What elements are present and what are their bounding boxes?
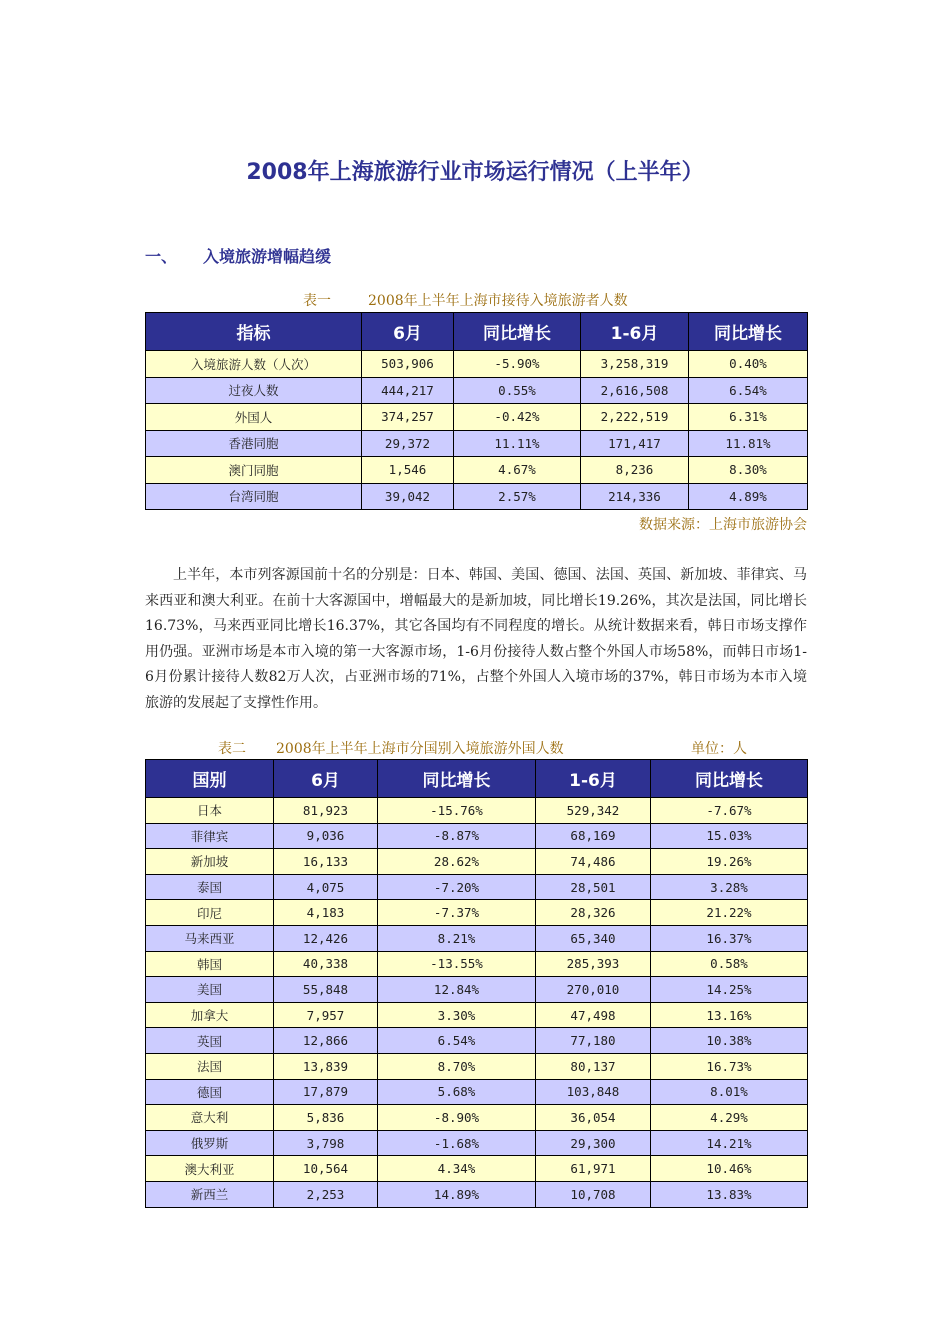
table2-cell: 3.28% <box>651 874 808 900</box>
table1-header-cell: 指标 <box>146 313 362 351</box>
table2-cell: 12,426 <box>274 925 378 951</box>
table1-cell: 11.11% <box>454 430 581 457</box>
table2-row <box>146 849 808 875</box>
table2-cell: 4,183 <box>274 900 378 926</box>
table1-row <box>146 351 808 378</box>
table2-cell: 29,300 <box>536 1130 651 1156</box>
table2-cell: 10.46% <box>651 1156 808 1182</box>
table1-cell: 8,236 <box>581 457 689 484</box>
table2-cell: 65,340 <box>536 925 651 951</box>
table2-cell: 68,169 <box>536 823 651 849</box>
table2-cell: -8.90% <box>378 1105 536 1131</box>
table1-cell: 外国人 <box>146 404 362 431</box>
table1-cell: 6.54% <box>689 377 808 404</box>
table1-header-cell: 1-6月 <box>581 313 689 351</box>
table1-cell: 29,372 <box>362 430 454 457</box>
source-note: 数据来源：上海市旅游协会 <box>639 517 807 533</box>
table2-cell: 4,075 <box>274 874 378 900</box>
table2-row <box>146 1002 808 1028</box>
table1-cell: -0.42% <box>454 404 581 431</box>
table2-cell: 英国 <box>146 1028 274 1054</box>
table1-cell: 过夜人数 <box>146 377 362 404</box>
table2-cell: -7.20% <box>378 874 536 900</box>
table2-cell: 3.30% <box>378 1002 536 1028</box>
table2-cell: 8.01% <box>651 1079 808 1105</box>
table2-cell: -13.55% <box>378 951 536 977</box>
table1-row <box>146 404 808 431</box>
table2-cell: 285,393 <box>536 951 651 977</box>
table2-cell: -15.76% <box>378 798 536 824</box>
table1-cell: 1,546 <box>362 457 454 484</box>
table2-row <box>146 1156 808 1182</box>
table2 <box>145 759 808 1208</box>
table2-cell: 6.54% <box>378 1028 536 1054</box>
table2-cell: 17,879 <box>274 1079 378 1105</box>
table2-unit: 单位：人 <box>691 741 747 757</box>
body-paragraph: 上半年，本市列客源国前十名的分别是：日本、韩国、美国、德国、法国、英国、新加坡、菲律宾、马来西亚和澳大利亚。在前十大客源国中，增幅最大的是新加坡，同比增长19.26%，其次是法国，同比增长16.73%，马来西亚同比增长16.37%，其它各国均有不同程度的增长。从统计数据来看，韩日市场支撑作用仍强。亚洲市场是本市入境的第一大客源市场，1-6月份接待人数占整个外国人市场58%，而韩日市场1-6月份累计接待人数82万人次，占亚洲市场的71%，占整个外国人入境市场的37%，韩日市场为本市入境旅游的发展起了支撑性作用。 <box>145 567 807 711</box>
table2-cell: 韩国 <box>146 951 274 977</box>
table2-header-cell: 同比增长 <box>651 760 808 798</box>
table2-cell: 55,848 <box>274 977 378 1003</box>
table2-row <box>146 1079 808 1105</box>
table2-cell: 马来西亚 <box>146 925 274 951</box>
table2-cell: 4.29% <box>651 1105 808 1131</box>
table1-cell: 374,257 <box>362 404 454 431</box>
table1-cell: 台湾同胞 <box>146 483 362 510</box>
table2-cell: -8.87% <box>378 823 536 849</box>
table2-body <box>146 798 808 1208</box>
table2-cell: 529,342 <box>536 798 651 824</box>
table2-cell: 28,501 <box>536 874 651 900</box>
table2-header-row <box>146 760 808 798</box>
table2-header-cell: 1-6月 <box>536 760 651 798</box>
table2-row <box>146 900 808 926</box>
table1-cell: 2.57% <box>454 483 581 510</box>
table2-cell: 28,326 <box>536 900 651 926</box>
table2-cell: 7,957 <box>274 1002 378 1028</box>
table2-cell: 澳大利亚 <box>146 1156 274 1182</box>
table2-cell: 61,971 <box>536 1156 651 1182</box>
table2-cell: 新加坡 <box>146 849 274 875</box>
section-heading <box>145 244 331 267</box>
table2-cell: -7.37% <box>378 900 536 926</box>
table2-row <box>146 1028 808 1054</box>
table2-cell: -1.68% <box>378 1130 536 1156</box>
table1-header-cell: 6月 <box>362 313 454 351</box>
table2-cell: 12,866 <box>274 1028 378 1054</box>
table2-cell: 74,486 <box>536 849 651 875</box>
table2-caption-prefix: 表二 <box>218 741 246 757</box>
table2-cell: 意大利 <box>146 1105 274 1131</box>
table1-cell: 2,616,508 <box>581 377 689 404</box>
table2-row <box>146 951 808 977</box>
table2-row <box>146 925 808 951</box>
table1-header-cell: 同比增长 <box>454 313 581 351</box>
table2-cell: 9,036 <box>274 823 378 849</box>
table2-cell: 12.84% <box>378 977 536 1003</box>
table2-cell: 法国 <box>146 1053 274 1079</box>
table1-caption <box>303 290 628 310</box>
table2-cell: 3,798 <box>274 1130 378 1156</box>
table2-cell: 4.34% <box>378 1156 536 1182</box>
table2-header-cell: 6月 <box>274 760 378 798</box>
section-heading-text: 入境旅游增幅趋缓 <box>203 247 332 266</box>
table2-cell: 77,180 <box>536 1028 651 1054</box>
page-title: 2008年上海旅游行业市场运行情况（上半年） <box>246 160 704 185</box>
table2-cell: 加拿大 <box>146 1002 274 1028</box>
table2-header-cell: 同比增长 <box>378 760 536 798</box>
table2-header-cell: 国别 <box>146 760 274 798</box>
table1-cell: 444,217 <box>362 377 454 404</box>
table2-row <box>146 1053 808 1079</box>
table2-row <box>146 823 808 849</box>
table1-cell: 11.81% <box>689 430 808 457</box>
table1-cell: 0.55% <box>454 377 581 404</box>
table1-row <box>146 483 808 510</box>
table2-caption-text: 2008年上半年上海市分国别入境旅游外国人数 <box>276 741 564 757</box>
table2-cell: 0.58% <box>651 951 808 977</box>
table2-cell: 81,923 <box>274 798 378 824</box>
table2-cell: 80,137 <box>536 1053 651 1079</box>
table2-cell: 菲律宾 <box>146 823 274 849</box>
table2-cell: 8.21% <box>378 925 536 951</box>
table2-cell: 2,253 <box>274 1181 378 1207</box>
table2-cell: 36,054 <box>536 1105 651 1131</box>
table2-cell: 5,836 <box>274 1105 378 1131</box>
table2-cell: 13.16% <box>651 1002 808 1028</box>
table2-cell: 15.03% <box>651 823 808 849</box>
table2-cell: 47,498 <box>536 1002 651 1028</box>
table2-cell: 德国 <box>146 1079 274 1105</box>
table1-cell: 4.89% <box>689 483 808 510</box>
table2-cell: 日本 <box>146 798 274 824</box>
table2-row <box>146 798 808 824</box>
table1-row <box>146 457 808 484</box>
table2-cell: 俄罗斯 <box>146 1130 274 1156</box>
table2-row <box>146 1181 808 1207</box>
table1-cell: -5.90% <box>454 351 581 378</box>
table2-cell: 印尼 <box>146 900 274 926</box>
table1-cell: 0.40% <box>689 351 808 378</box>
table2-cell: 13.83% <box>651 1181 808 1207</box>
table2-row <box>146 874 808 900</box>
table2-row <box>146 977 808 1003</box>
table1-cell: 39,042 <box>362 483 454 510</box>
table2-cell: 19.26% <box>651 849 808 875</box>
table2-cell: 28.62% <box>378 849 536 875</box>
table2-cell: 21.22% <box>651 900 808 926</box>
table1-cell: 4.67% <box>454 457 581 484</box>
table1-cell: 2,222,519 <box>581 404 689 431</box>
table1-row <box>146 430 808 457</box>
table1-cell: 214,336 <box>581 483 689 510</box>
table1-body <box>146 351 808 510</box>
table2-cell: 14.89% <box>378 1181 536 1207</box>
table1-cell: 503,906 <box>362 351 454 378</box>
table2-cell: 103,848 <box>536 1079 651 1105</box>
table2-caption <box>218 738 747 758</box>
table2-row <box>146 1130 808 1156</box>
table2-cell: -7.67% <box>651 798 808 824</box>
table1-cell: 入境旅游人数（人次） <box>146 351 362 378</box>
table2-cell: 美国 <box>146 977 274 1003</box>
table1-cell: 171,417 <box>581 430 689 457</box>
table1-cell: 6.31% <box>689 404 808 431</box>
table1-cell: 香港同胞 <box>146 430 362 457</box>
table2-cell: 16.73% <box>651 1053 808 1079</box>
table2-cell: 新西兰 <box>146 1181 274 1207</box>
table2-cell: 16,133 <box>274 849 378 875</box>
table1-caption-text: 2008年上半年上海市接待入境旅游者人数 <box>368 293 628 309</box>
table2-cell: 10,708 <box>536 1181 651 1207</box>
table1-row <box>146 377 808 404</box>
table2-cell: 270,010 <box>536 977 651 1003</box>
table2-row <box>146 1105 808 1131</box>
table1-cell: 8.30% <box>689 457 808 484</box>
table1-caption-prefix: 表一 <box>303 293 331 309</box>
table2-cell: 14.21% <box>651 1130 808 1156</box>
table2-cell: 40,338 <box>274 951 378 977</box>
table2-cell: 泰国 <box>146 874 274 900</box>
table2-cell: 16.37% <box>651 925 808 951</box>
table1 <box>145 312 808 510</box>
table2-cell: 10.38% <box>651 1028 808 1054</box>
table2-cell: 13,839 <box>274 1053 378 1079</box>
table1-header-row <box>146 313 808 351</box>
table2-cell: 8.70% <box>378 1053 536 1079</box>
table2-cell: 14.25% <box>651 977 808 1003</box>
section-number: 一、 <box>145 247 178 266</box>
table2-cell: 5.68% <box>378 1079 536 1105</box>
table2-cell: 10,564 <box>274 1156 378 1182</box>
table1-header-cell: 同比增长 <box>689 313 808 351</box>
table1-cell: 澳门同胞 <box>146 457 362 484</box>
table1-cell: 3,258,319 <box>581 351 689 378</box>
